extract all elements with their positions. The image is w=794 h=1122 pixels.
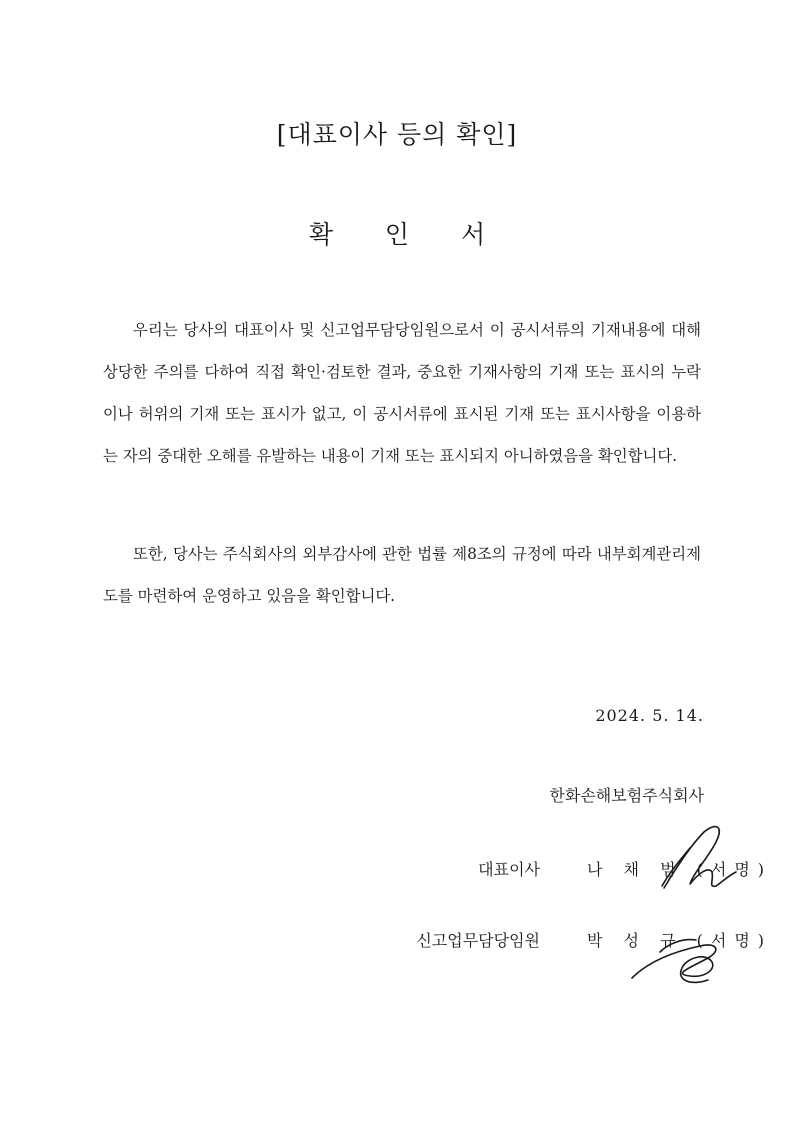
company-name: 한화손해보험주식회사	[549, 786, 704, 805]
signatory-role: 대표이사	[478, 860, 540, 879]
signatory-name: 박 성 규 (서명)	[587, 931, 773, 950]
signatory-role: 신고업무담당임원	[416, 931, 540, 950]
document-title: 확 인 서	[308, 220, 508, 249]
signature-row-ceo	[0, 857, 794, 897]
signature-row-disclosure-officer	[0, 928, 794, 968]
page-heading: [대표이사 등의 확인]	[276, 120, 518, 149]
signatory-name: 나 채 범 (서명)	[587, 860, 773, 879]
body-paragraph-confirmation: 우리는 당사의 대표이사 및 신고업무담당임원으로서 이 공시서류의 기재내용에 대해 상당한 주의를 다하여 직접 확인·검토한 결과, 중요한 기재사항의 기재 또는 표시의 누락이나 허위의 기재 또는 표시가 없고, 이 공시서류에 표시된 기재 또는 표시사항을 이용하는 자의 중대한 오해를 유발하는 내용이 기재 또는 표시되지 아니하였음을 확인합니다.	[103, 321, 701, 465]
document-date: 2024. 5. 14.	[595, 706, 704, 725]
body-paragraph-internal-control: 또한, 당사는 주식회사의 외부감사에 관한 법률 제8조의 규정에 따라 내부회계관리제도를 마련하여 운영하고 있음을 확인합니다.	[103, 545, 701, 605]
